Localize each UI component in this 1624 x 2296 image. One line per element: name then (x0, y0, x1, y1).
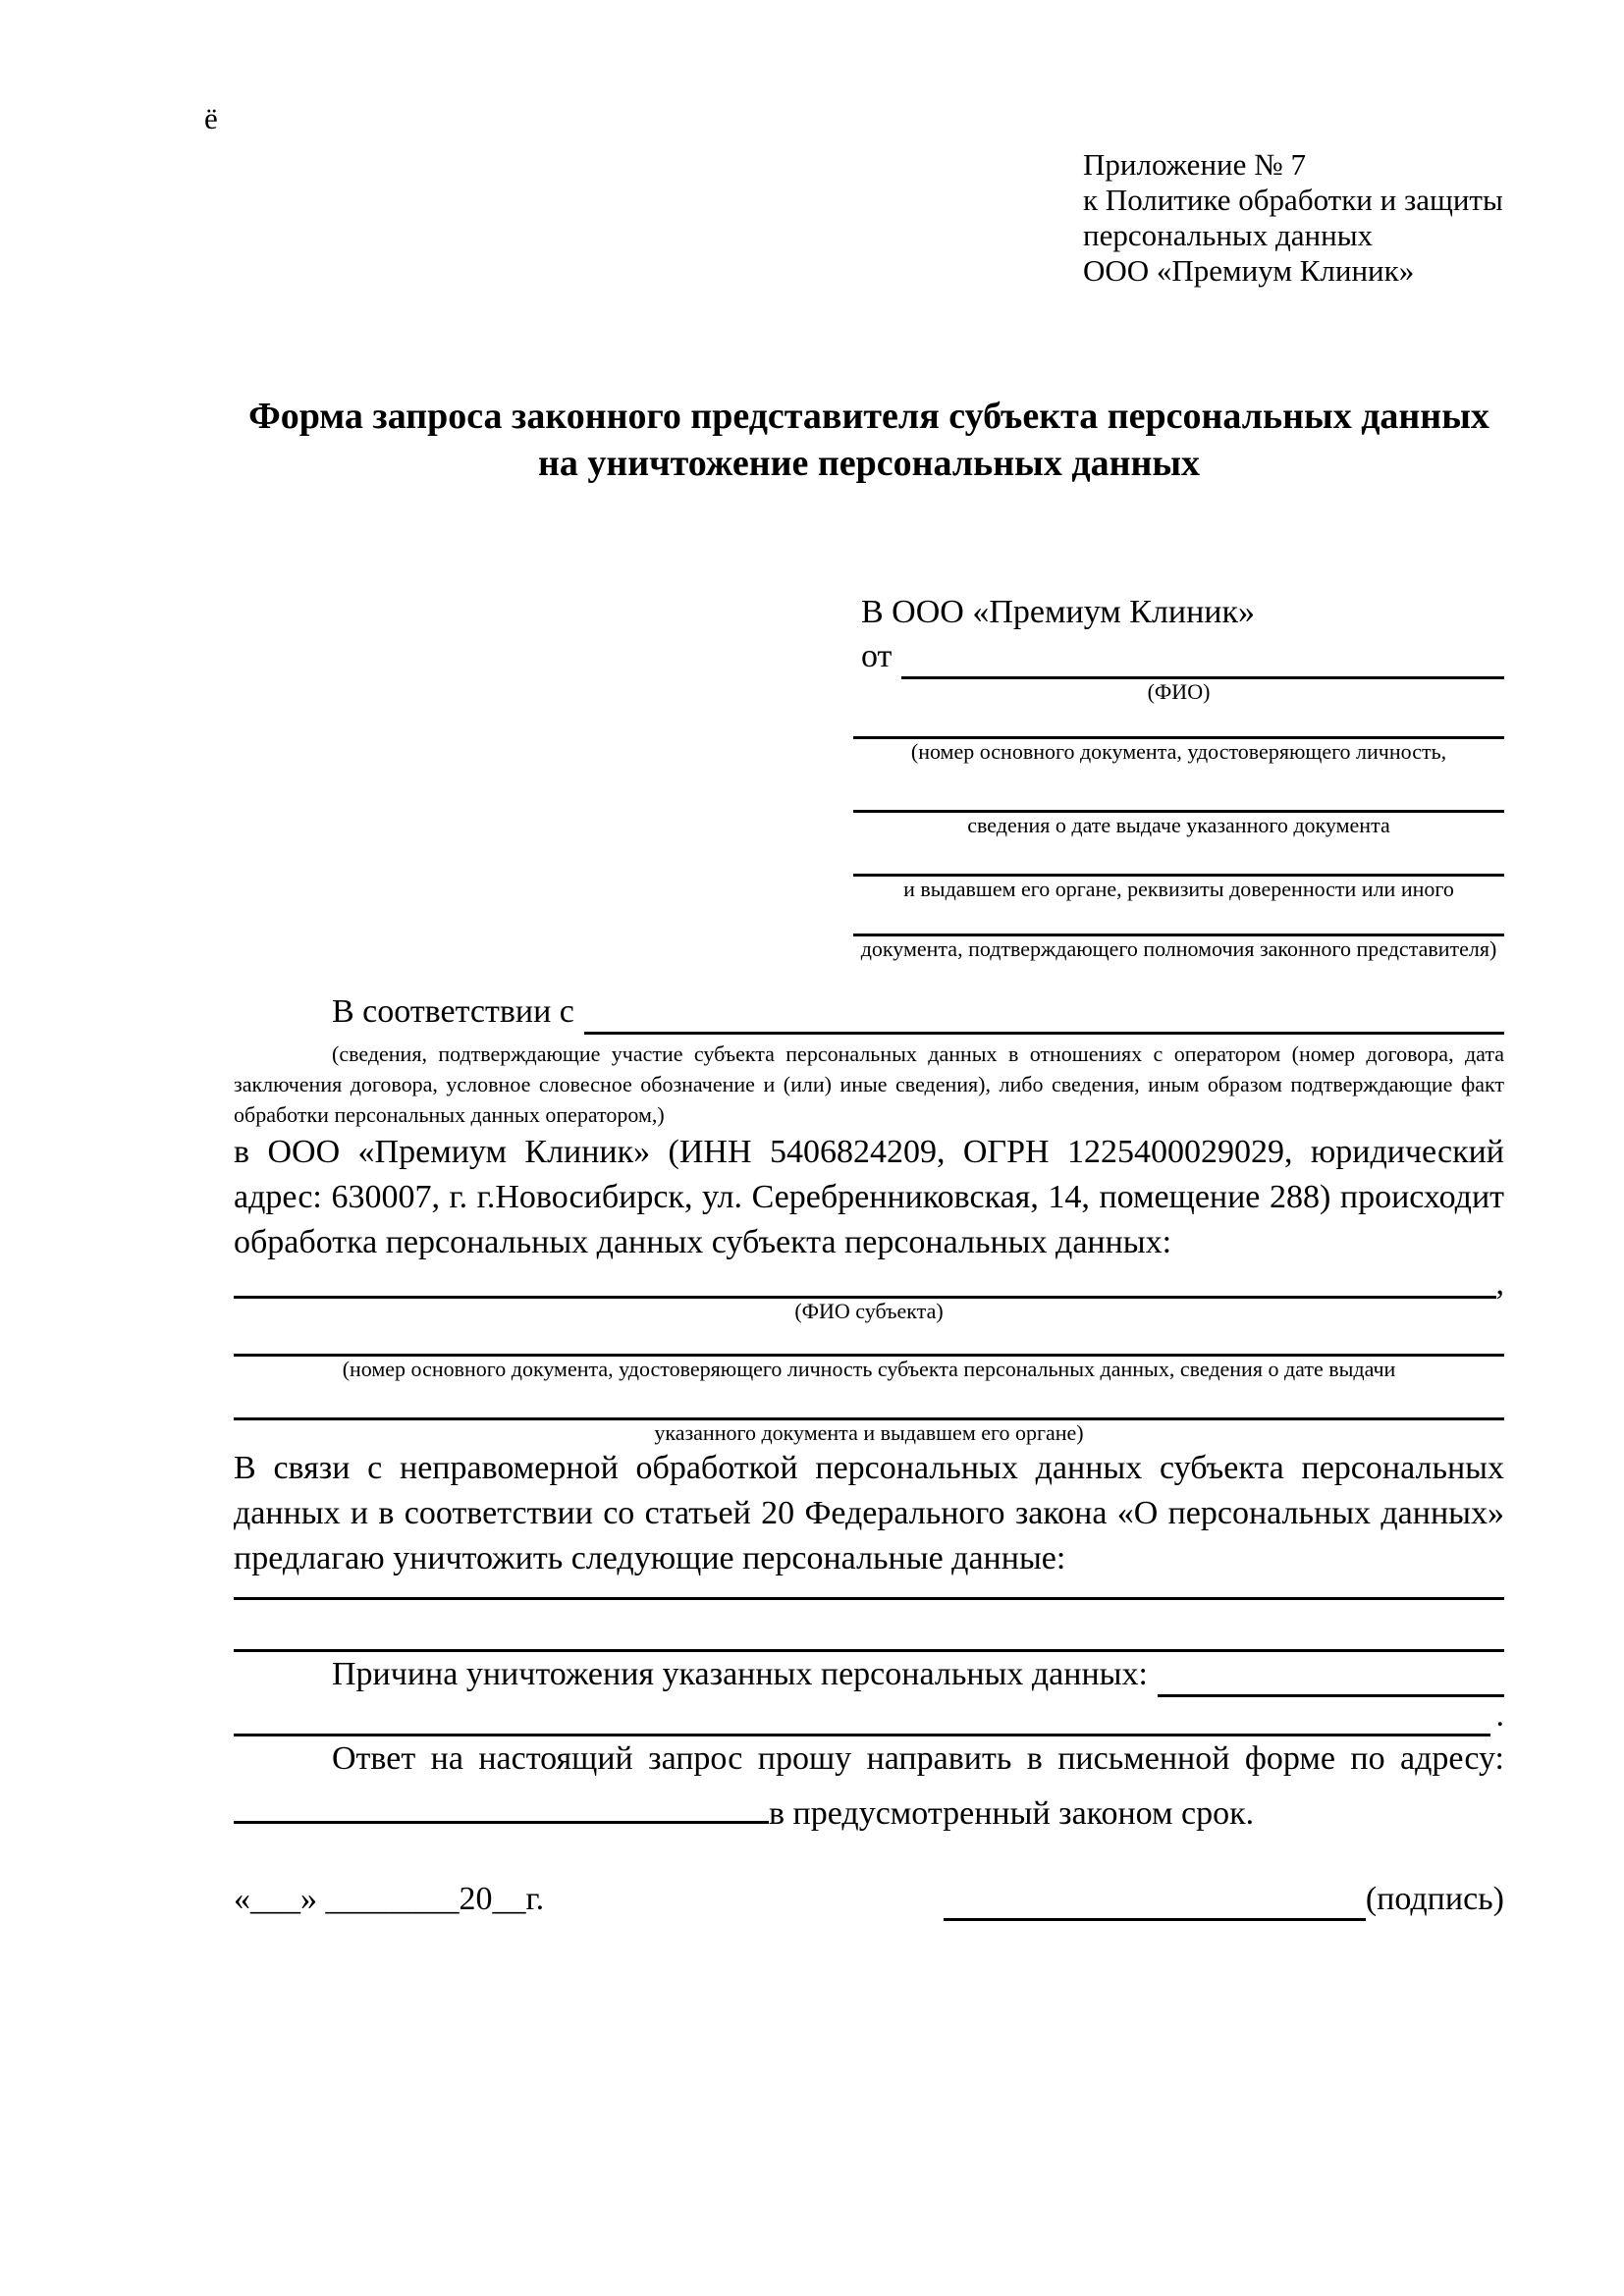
document-body (234, 989, 1504, 1921)
subject-doc-caption-line1: (номер основного документа, удостоверяющего личность субъекта персональных данных, сведения о дате выдачи (342, 1357, 1396, 1381)
demand-paragraph: В связи с неправомерной обработкой персональных данных субъекта персональных данных и в соответствии со статьей 20 Федерального закона «О персональных данных» предлагаю уничтожить следующие персональные данные: (234, 1450, 1504, 1576)
reason-label: Причина уничтожения указанных персональных данных: (332, 1656, 1148, 1692)
reply-paragraph-line2 (234, 1782, 1504, 1832)
from-label: от (861, 638, 893, 674)
blank-line (853, 902, 1504, 936)
blank-line (234, 1382, 1504, 1420)
date-line: «___» ________20__г. (234, 1881, 545, 1917)
subject-fio-blank-line (234, 1265, 1496, 1299)
trailing-period: . (1495, 1697, 1504, 1734)
annex-line: персональных данных (1083, 218, 1374, 252)
fio-blank-line (901, 634, 1504, 679)
subject-doc-caption-line2: указанного документа и выдавшем его органе) (654, 1420, 1084, 1445)
addressee-block (853, 591, 1504, 962)
accordance-caption: (сведения, подтверждающие участие субъекта персональных данных в отношениях с оператором (номер договора, дата заключения договора, условное словесное обозначение и (или) иные сведения), либо сведения, иным образом подтверждающие факт обработки персональных данных оператором,) (234, 1041, 1504, 1127)
doc-number-caption: (номер основного документа, удостоверяющего личность, (910, 739, 1447, 764)
reply-paragraph-line1: Ответ на настоящий запрос прошу направить в письменной форме по адресу: (332, 1740, 1504, 1777)
annex-line: ООО «Премиум Клиник» (1083, 253, 1415, 288)
reason-blank-line (1158, 1652, 1504, 1697)
signature-caption: (подпись) (1365, 1881, 1504, 1917)
annex-header (1083, 147, 1503, 289)
trailing-comma: , (1495, 1265, 1504, 1302)
addressee-to: В ООО «Премиум Клиник» (861, 594, 1256, 630)
reply-line2-text: в предусмотренный законом срок. (769, 1795, 1255, 1832)
document-title (234, 393, 1504, 487)
accordance-blank-line (584, 989, 1504, 1035)
document-title-line2: на уничтожение персональных данных (537, 443, 1201, 484)
annex-line: к Политике обработки и защиты (1083, 183, 1503, 217)
signature-blank-line (944, 1879, 1366, 1921)
issue-date-caption: сведения о дате выдаче указанного документа (967, 813, 1390, 837)
blank-line (853, 705, 1504, 739)
operator-paragraph: в ООО «Премиум Клиник» (ИНН 5406824209, ОГРН 1225400029029, юридический адрес: 630007, г. г.Новосибирск, ул. Серебренниковская, 14, помещение 288) происходит обработка персональных данных субъекта персональных данных: (234, 1134, 1504, 1260)
blank-line (853, 765, 1504, 813)
blank-line (234, 1324, 1504, 1357)
stray-char: ё (204, 101, 218, 135)
reason-continuation-row (234, 1697, 1504, 1736)
accordance-row (234, 989, 1504, 1035)
blank-line (853, 838, 1504, 877)
accordance-label: В соответствии с (332, 993, 574, 1030)
footer-row (234, 1878, 1504, 1921)
annex-line: Приложение № 7 (1083, 147, 1306, 182)
document-title-line1: Форма запроса законного представителя субъекта персональных данных (248, 396, 1489, 437)
authority-doc-caption: документа, подтверждающего полномочия законного представителя) (860, 936, 1497, 961)
reason-row (234, 1652, 1504, 1697)
blank-line (234, 1600, 1504, 1652)
issuing-authority-caption: и выдавшем его органе, реквизиты доверенности или иного (903, 877, 1454, 901)
signature-group (944, 1878, 1504, 1921)
reason-blank-line-2 (234, 1697, 1490, 1736)
from-row (853, 634, 1504, 679)
subject-fio-row (234, 1265, 1504, 1302)
subject-fio-caption: (ФИО субъекта) (794, 1299, 944, 1323)
blank-line (234, 1581, 1504, 1600)
address-blank-line (234, 1782, 769, 1824)
fio-caption: (ФИО) (1147, 679, 1211, 704)
